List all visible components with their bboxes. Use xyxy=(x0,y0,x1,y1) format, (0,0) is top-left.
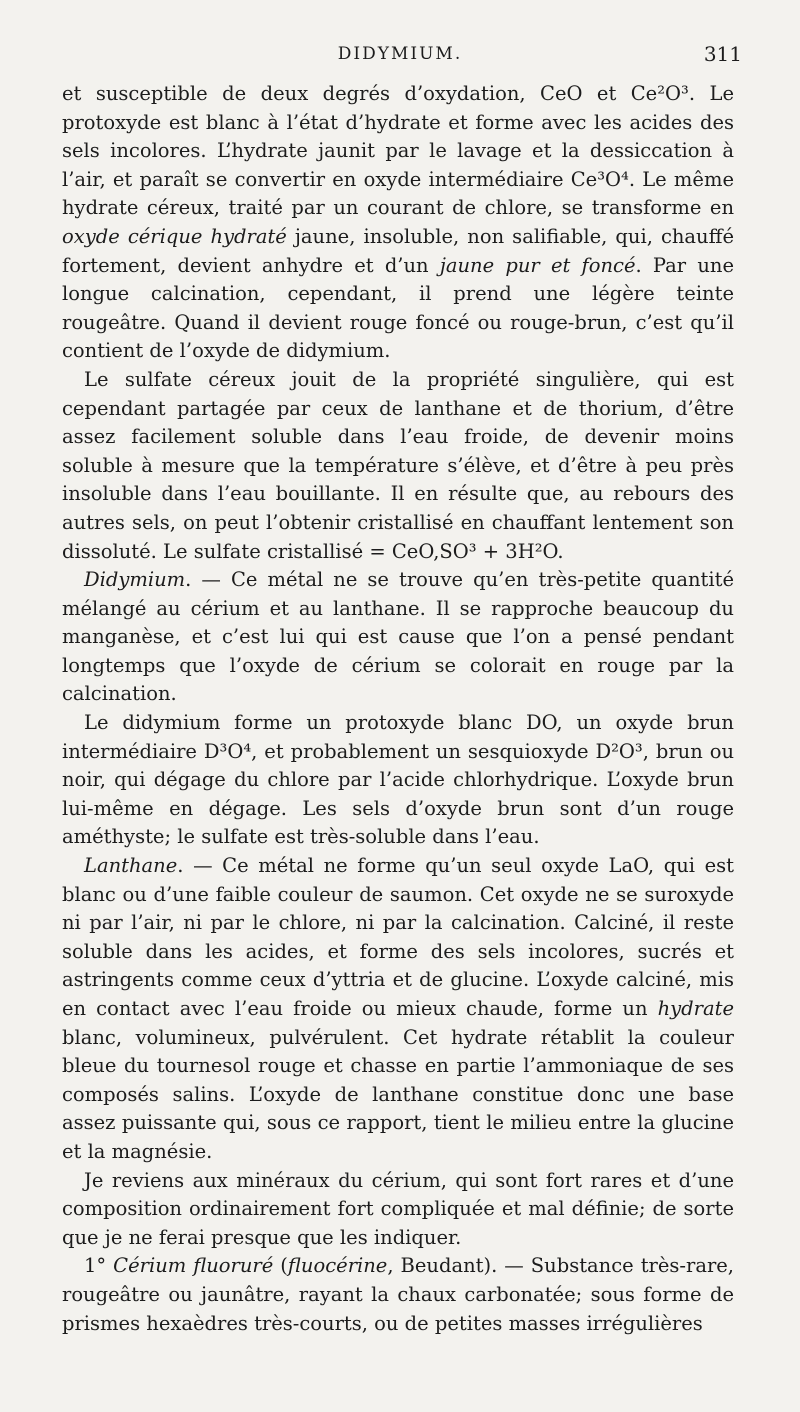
page-header xyxy=(58,38,742,68)
paragraph xyxy=(62,709,734,852)
italic-text: Lanthane xyxy=(84,854,178,878)
text-run: jaune, insoluble, non salifiable, qui, chauffé fortement, devient anhydre et d’un xyxy=(62,224,734,277)
text-run: Je reviens aux minéraux du cérium, qui sont fort rares et d’une composition ordinairement fort compliquée et mal définie; de sorte que je ne ferai presque que les indiquer. xyxy=(62,1168,734,1249)
italic-text: hydrate xyxy=(657,997,734,1020)
italic-text: jaune pur et foncé xyxy=(439,253,636,277)
paragraph xyxy=(62,80,734,366)
italic-text: oxyde cérique hydraté xyxy=(62,224,287,248)
text-run: , Beudant). — Substance très-rare, rougeâtre ou jaunâtre, rayant la chaux carbonatée; sous forme de prismes hexaèdres très-courts, ou de petites masses irrégulières xyxy=(62,1254,735,1335)
paragraph xyxy=(62,566,734,709)
text-run: ( xyxy=(273,1254,288,1278)
running-title: DIDYMIUM. xyxy=(337,44,463,64)
paragraph xyxy=(62,1167,734,1253)
italic-text: Didymium xyxy=(84,568,186,592)
text-run: . — Ce métal ne se trouve qu’en très-petite quantité mélangé au cérium et au lanthane. Il se rapproche beaucoup du manganèse, et c’est lui qui est cause que l’on a pensé pendant longtemps que l’oxyde de cérium se colorait en rouge par la calcination. xyxy=(62,568,734,706)
text-run: blanc, volumineux, pulvérulent. Cet hydrate rétablit la couleur bleue du tournesol rouge et chasse en partie l’ammoniaque de ses composés salins. L’oxyde de lanthane constitue donc une base assez puissante qui, sous ce rapport, tient le milieu entre la glucine et la magnésie. xyxy=(62,1025,734,1163)
text-run: et susceptible de deux degrés d’oxydation, CeO et Ce²O³. Le protoxyde est blanc à l’état d’hydrate et forme avec les acides des sels incolores. L’hydrate jaunit par le lavage et la dessiccation à l’air, et paraît se convertir en oxyde intermédiaire Ce³O⁴. Le même hydrate céreux, traité par un courant de chlore, se transforme en xyxy=(62,82,734,220)
text-run: Le sulfate céreux jouit de la propriété singulière, qui est cependant partagée par ceux de lanthane et de thorium, d’être assez facilement soluble dans l’eau froide, de devenir moins soluble à mesure que la température s’élève, et d’être à peu près insoluble dans l’eau bouillante. Il en résulte que, au rebours des autres sels, on peut l’obtenir cristallisé en chauffant lentement son dissoluté. Le sulfate cristallisé = CeO,SO³ + 3H²O. xyxy=(62,367,734,563)
paragraph xyxy=(62,366,734,566)
page-number: 311 xyxy=(703,42,742,66)
body-text xyxy=(62,80,734,1338)
italic-text: fluocérine xyxy=(287,1254,388,1278)
paragraph xyxy=(62,852,734,1167)
italic-text: Cérium fluoruré xyxy=(113,1254,274,1278)
text-run: 1° xyxy=(84,1254,114,1278)
text-run: . Par une longue calcination, cependant, il prend une légère teinte rougeâtre. Quand il devient rouge foncé ou rouge-brun, c’est qu’il contient de l’oxyde de didymium. xyxy=(62,253,734,363)
text-run: Le didymium forme un protoxyde blanc DO, un oxyde brun intermédiaire D³O⁴, et probablement un sesquioxyde D²O³, brun ou noir, qui dégage du chlore par l’acide chlorhydrique. L’oxyde brun lui-même en dégage. Les sels d’oxyde brun sont d’un rouge améthyste; le sulfate est très-soluble dans l’eau. xyxy=(62,711,734,849)
paragraph xyxy=(62,1252,734,1338)
text-run: . — Ce métal ne forme qu’un seul oxyde LaO, qui est blanc ou d’une faible couleur de saumon. Cet oxyde ne se suroxyde ni par l’air, ni par le chlore, ni par la calcination. Calciné, il reste soluble dans les acides, et forme des sels incolores, sucrés et astringents comme ceux d’yttria et de glucine. L’oxyde calciné, mis en contact avec l’eau froide ou mieux chaude, forme un xyxy=(62,854,734,1020)
